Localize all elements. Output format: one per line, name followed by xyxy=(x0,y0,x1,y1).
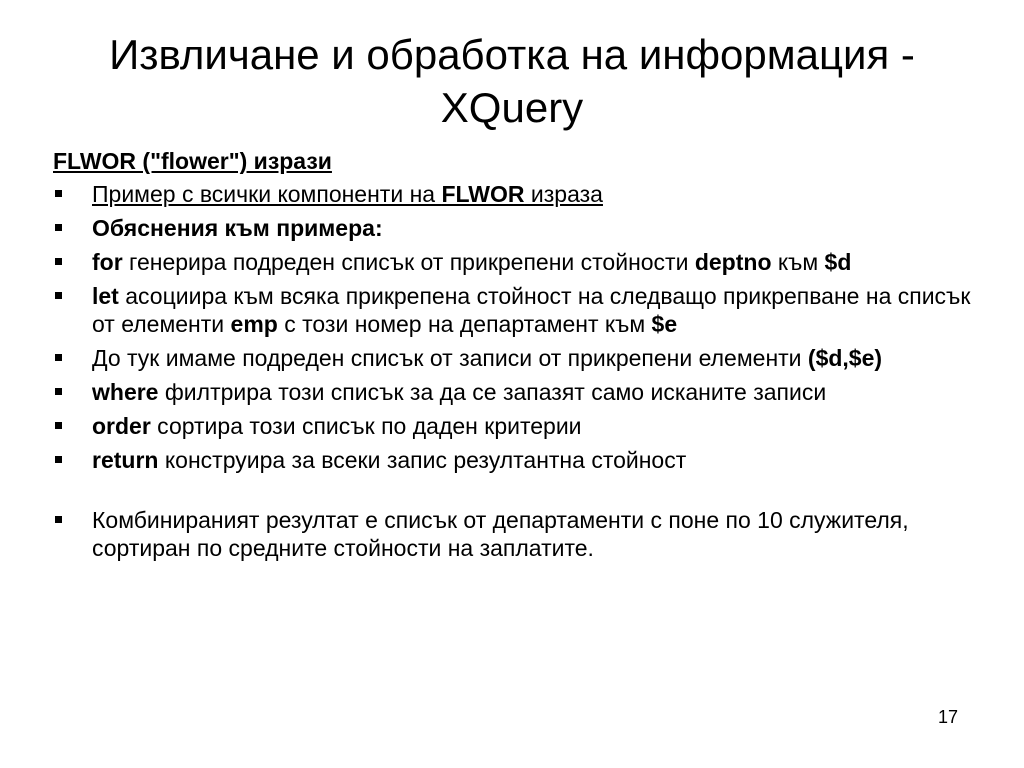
bullet-keyword: let xyxy=(92,283,119,309)
bullet-tuples xyxy=(53,344,993,372)
bullet-keyword: order xyxy=(92,413,151,439)
bullet-keyword: $d xyxy=(824,249,852,275)
bullet-text: към xyxy=(771,249,825,275)
bullet-text: конструира за всеки запис резултантна стойност xyxy=(158,447,687,473)
bullet-keyword: ($d,$e) xyxy=(807,345,883,371)
bullet-text: сортира този списък по даден критерии xyxy=(150,413,582,439)
bullet-where xyxy=(53,378,993,406)
slide-content xyxy=(53,146,993,568)
bullet-text: асоциира към всяка прикрепена стойност на следващо прикрепване на списък от елементи xyxy=(92,283,971,337)
bullet-list xyxy=(53,180,993,562)
square-bullet-icon xyxy=(55,422,62,429)
bullet-text: До тук имаме подреден списък от записи от прикрепени елементи xyxy=(92,345,808,371)
slide-title xyxy=(40,28,984,134)
bullet-explanations xyxy=(53,214,993,242)
page-number: 17 xyxy=(937,707,958,727)
square-bullet-icon xyxy=(55,456,62,463)
square-bullet-icon xyxy=(55,354,62,361)
bullet-keyword: Обяснения към примера: xyxy=(92,215,383,241)
bullet-text: израза xyxy=(524,181,603,207)
bullet-keyword: where xyxy=(92,379,159,405)
bullet-example xyxy=(53,180,993,208)
bullet-keyword: $e xyxy=(651,311,678,337)
bullet-order xyxy=(53,412,993,440)
bullet-let xyxy=(53,282,993,338)
bullet-keyword: FLWOR xyxy=(441,181,525,207)
bullet-text: Пример с всички компоненти на xyxy=(92,181,442,207)
section-heading: FLWOR ("flower") изрази xyxy=(53,148,332,174)
square-bullet-icon xyxy=(55,388,62,395)
square-bullet-icon xyxy=(55,516,62,523)
slide-title-line1: Извличане и обработка на информация - xyxy=(109,31,915,78)
bullet-text: генерира подреден списък от прикрепени стойности xyxy=(122,249,695,275)
bullet-result xyxy=(53,506,993,562)
slide-title-line2: XQuery xyxy=(440,84,584,131)
square-bullet-icon xyxy=(55,258,62,265)
square-bullet-icon xyxy=(55,190,62,197)
bullet-return xyxy=(53,446,993,474)
bullet-text: Комбинираният резултат е списък от департаменти с поне по 10 служителя, сортиран по средните стойности на заплатите. xyxy=(92,507,909,561)
bullet-keyword: for xyxy=(92,249,123,275)
bullet-keyword: emp xyxy=(230,311,278,337)
bullet-keyword: return xyxy=(92,447,159,473)
bullet-keyword: deptno xyxy=(694,249,772,275)
bullet-text: с този номер на департамент към xyxy=(277,311,652,337)
bullet-for xyxy=(53,248,993,276)
square-bullet-icon xyxy=(55,224,62,231)
example-link[interactable] xyxy=(92,181,603,207)
square-bullet-icon xyxy=(55,292,62,299)
bullet-text: филтрира този списък за да се запазят само исканите записи xyxy=(158,379,827,405)
